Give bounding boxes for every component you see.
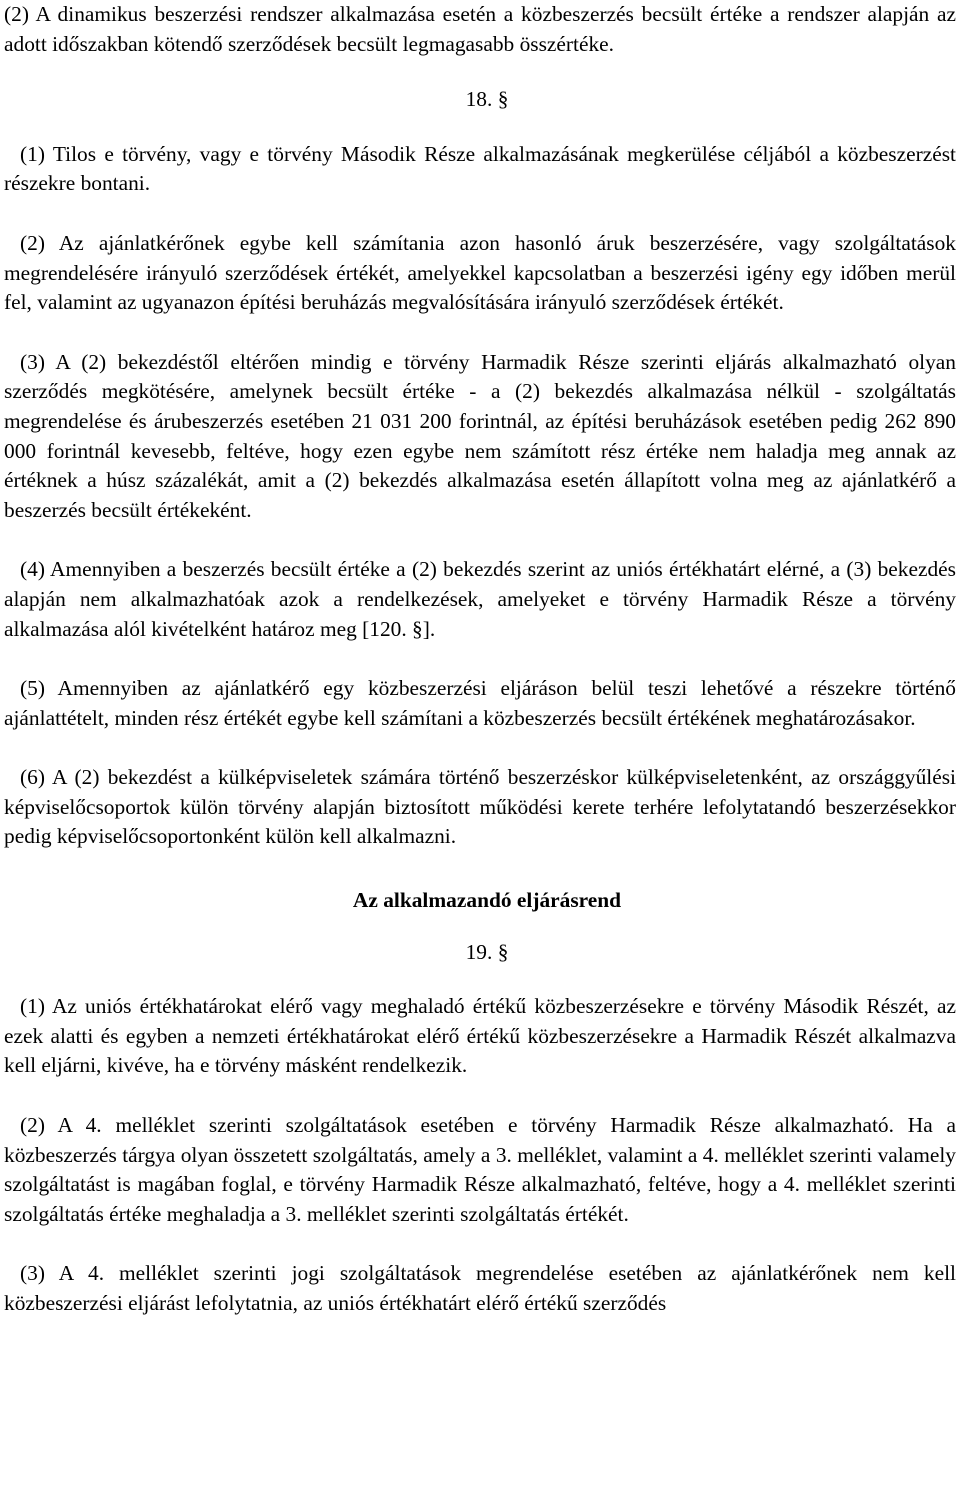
paragraph-18-5: (5) Amennyiben az ajánlatkérő egy közbeszerzési eljáráson belül teszi lehetővé a részekre történő ajánlattételt, minden rész értékét egybe kell számítani a közbeszerzés becsült értékének meghatározásakor.	[4, 676, 956, 730]
paragraph-18-4: (4) Amennyiben a beszerzés becsült értéke a (2) bekezdés szerint az uniós értékhatárt elérné, a (3) bekezdés alapján nem alkalmazhatóak azok a rendelkezések, amelyeket e törvény Harmadik Része a törvény alkalmazása alól kivételként határoz meg [120. §].	[4, 557, 956, 641]
section-heading: Az alkalmazandó eljárásrend	[352, 888, 622, 913]
paragraph-18-2: (2) Az ajánlatkérőnek egybe kell számítania azon hasonló áruk beszerzésére, vagy szolgáltatások megrendelésére irányuló szerződések értékét, amelyekkel kapcsolatban a beszerzési igény egy időben merül fel, valamint az ugyanazon építési beruházás megvalósítására irányuló szerződések értékét.	[4, 230, 956, 315]
paragraph-18-1: (1) Tilos e törvény, vagy e törvény Második Része alkalmazásának megkerülése céljából a közbeszerzést részekre bontani.	[4, 141, 956, 196]
paragraph-19-3: (3) A 4. melléklet szerinti jogi szolgáltatások megrendelése esetében az ajánlatkérőnek nem kell közbeszerzési eljárást lefolytatnia, az uniós értékhatárt elérő értékű szerződés	[4, 1261, 956, 1315]
section-number-19: 19. §	[465, 939, 509, 964]
document-page	[4, 0, 956, 1319]
paragraph-intro-2: (2) A dinamikus beszerzési rendszer alkalmazása esetén a közbeszerzés becsült értéke a rendszer alapján az adott időszakban kötendő szerződések becsült legmagasabb összértéke.	[4, 2, 956, 56]
paragraph-18-3: (3) A (2) bekezdéstől eltérően mindig e törvény Harmadik Része szerinti eljárás alkalmazható olyan szerződés megkötésére, amelynek becsült értéke - a (2) bekezdés alkalmazása nélkül - szolgáltatás megrendelése és árubeszerzés esetében 21 031 200 forintnál, az építési beruházások esetében pedig 262 890 000 forintnál kevesebb, feltéve, hogy ezen egybe nem számított rész értéke nem haladja meg annak az értéknek a húsz százalékát, amit a (2) bekezdés alkalmazása esetén állapított volna meg az ajánlatkérő a beszerzés becsült értékeként.	[4, 349, 956, 522]
paragraph-18-6: (6) A (2) bekezdést a külképviseletek számára történő beszerzéskor külképviseletenként, az országgyűlési képviselőcsoportok külön törvény alapján biztosított működési kerete terhére lefolytatandó beszerzésekkor pedig képviselőcsoportonként külön kell alkalmazni.	[4, 765, 956, 849]
paragraph-19-2: (2) A 4. melléklet szerinti szolgáltatások esetében e törvény Harmadik Része alkalmazható. Ha a közbeszerzés tárgya olyan összetett szolgáltatás, amely a 3. melléklet, valamint a 4. melléklet szerinti valamely szolgáltatást is magában foglal, e törvény Harmadik Része alkalmazható, feltéve, hogy a 4. melléklet szerinti szolgáltatás értéke meghaladja a 3. melléklet szerinti szolgáltatás értékét.	[4, 1113, 956, 1226]
paragraph-19-1: (1) Az uniós értékhatárokat elérő vagy meghaladó értékű közbeszerzésekre e törvény Második Részét, az ezek alatti és egyben a nemzeti értékhatárokat elérő értékű közbeszerzésekre a Harmadik Részét alkalmazva kell eljárni, kivéve, ha e törvény másként rendelkezik.	[4, 994, 956, 1078]
section-number-18: 18. §	[465, 87, 509, 112]
